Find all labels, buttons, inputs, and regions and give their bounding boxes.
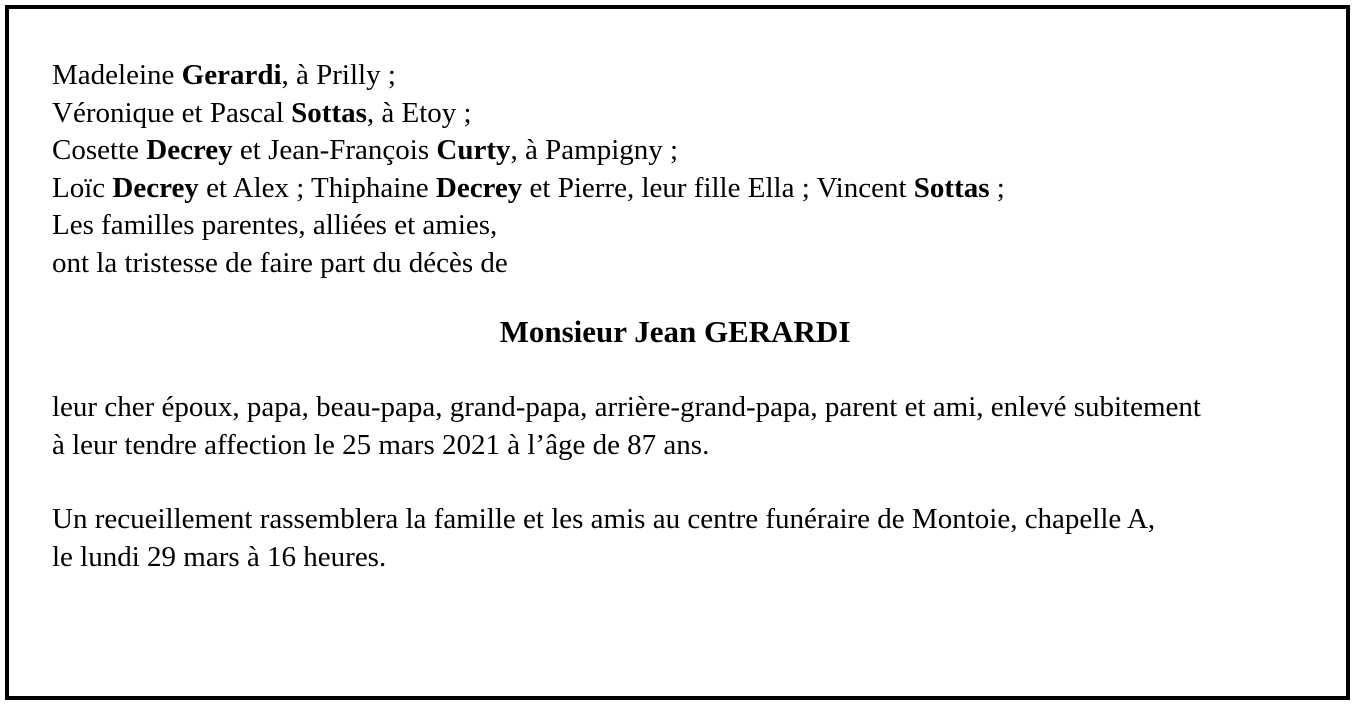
line-text: Les familles parentes, alliées et amies, [52, 209, 498, 241]
family-line [52, 170, 1298, 208]
line-text: , à Etoy ; [366, 96, 472, 129]
family-line [52, 245, 1298, 283]
line-text: ont la tristesse de faire part du décès de [52, 246, 508, 279]
line-text: , à Pampigny ; [510, 134, 679, 166]
notice-border-frame [5, 5, 1350, 700]
line-text: Loïc [52, 171, 113, 204]
family-name-bold: Sottas [913, 171, 990, 204]
line-text: Madeleine [52, 59, 182, 91]
line-text: , à Prilly ; [281, 59, 396, 91]
ceremony-paragraph [52, 501, 1298, 576]
line-text: ; [989, 171, 1005, 204]
family-name-bold: Curty [436, 134, 511, 166]
deceased-name-title: Monsieur Jean GERARDI [499, 314, 851, 349]
family-name-bold: Decrey [146, 134, 233, 166]
family-line [52, 57, 1298, 95]
paragraph-line: leur cher époux, papa, beau-papa, grand-papa, arrière-grand-papa, parent et ami, enlevé subitement [52, 391, 1201, 423]
line-text: Cosette [52, 134, 147, 166]
paragraph-line: le lundi 29 mars à 16 heures. [52, 540, 387, 573]
family-line [52, 207, 1298, 245]
line-text: Véronique et Pascal [52, 96, 292, 129]
family-lines [52, 57, 1298, 282]
family-line [52, 132, 1298, 170]
family-name-bold: Decrey [112, 171, 199, 204]
notice-content [9, 9, 1346, 576]
family-name-bold: Decrey [435, 171, 523, 204]
line-text: et Pierre, leur fille Ella ; Vincent [522, 171, 914, 204]
paragraph-line: Un recueillement rassemblera la famille et les amis au centre funéraire de Montoie, chapelle A, [52, 503, 1156, 535]
family-line [52, 95, 1298, 133]
family-name-bold: Sottas [291, 96, 367, 129]
line-text: et Jean-François [232, 134, 437, 166]
family-name-bold: Gerardi [181, 59, 282, 91]
death-details-paragraph [52, 389, 1298, 464]
line-text: et Alex ; Thiphaine [198, 171, 436, 204]
paragraph-line: à leur tendre affection le 25 mars 2021 à l’âge de 87 ans. [52, 428, 710, 461]
